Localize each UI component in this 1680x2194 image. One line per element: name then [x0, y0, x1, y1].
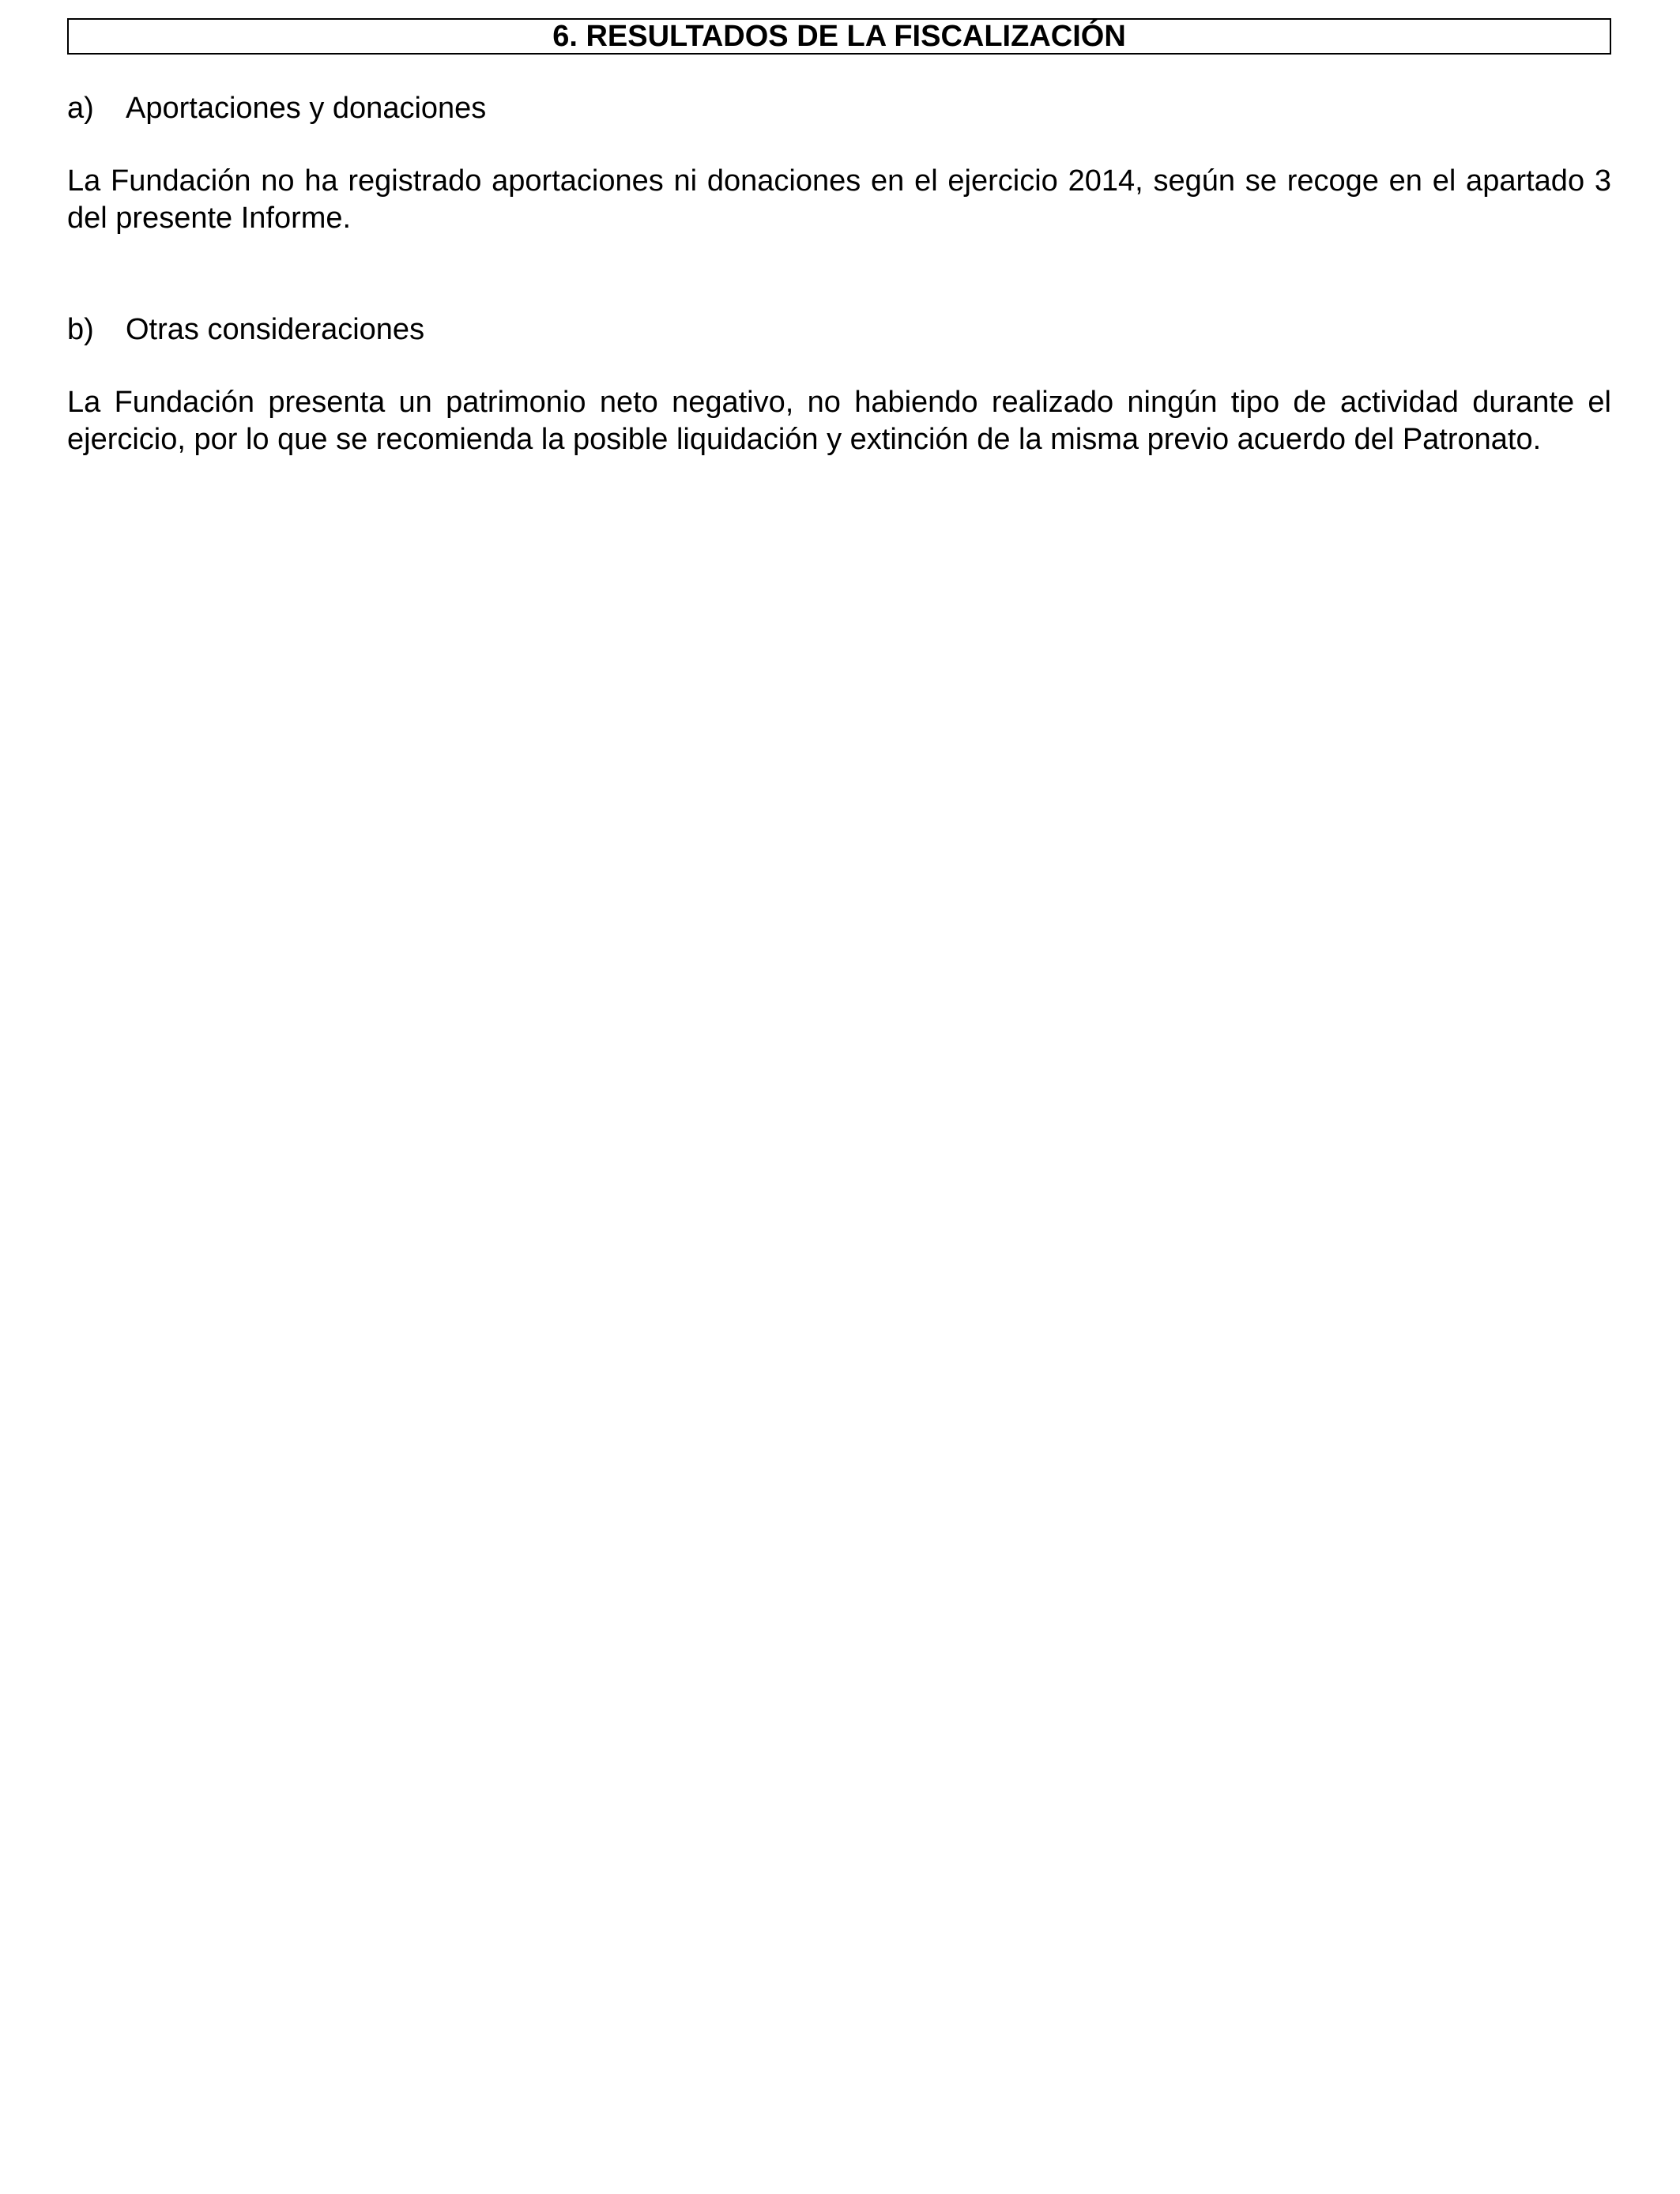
section-title-box — [67, 18, 1611, 55]
subsection-b-heading — [67, 311, 1611, 348]
subsection-b-title: Otras consideraciones — [126, 313, 425, 346]
subsection-a-marker: a) — [67, 92, 94, 125]
subsection-a-heading — [67, 90, 1611, 126]
document-page — [67, 18, 1611, 458]
subsection-b-marker: b) — [67, 313, 94, 346]
subsection-a-title: Aportaciones y donaciones — [126, 92, 487, 125]
subsection-b-paragraph: La Fundación presenta un patrimonio neto negativo, no habiendo realizado ningún tipo de actividad durante el ejercicio, por lo que se recomienda la posible liquidación y extinción de la misma previo acuerdo del Patronato. — [67, 386, 1611, 456]
subsection-a-paragraph: La Fundación no ha registrado aportaciones ni donaciones en el ejercicio 2014, según se recoge en el apartado 3 del presente Informe. — [67, 164, 1611, 235]
section-title: 6. RESULTADOS DE LA FISCALIZACIÓN — [552, 20, 1126, 53]
